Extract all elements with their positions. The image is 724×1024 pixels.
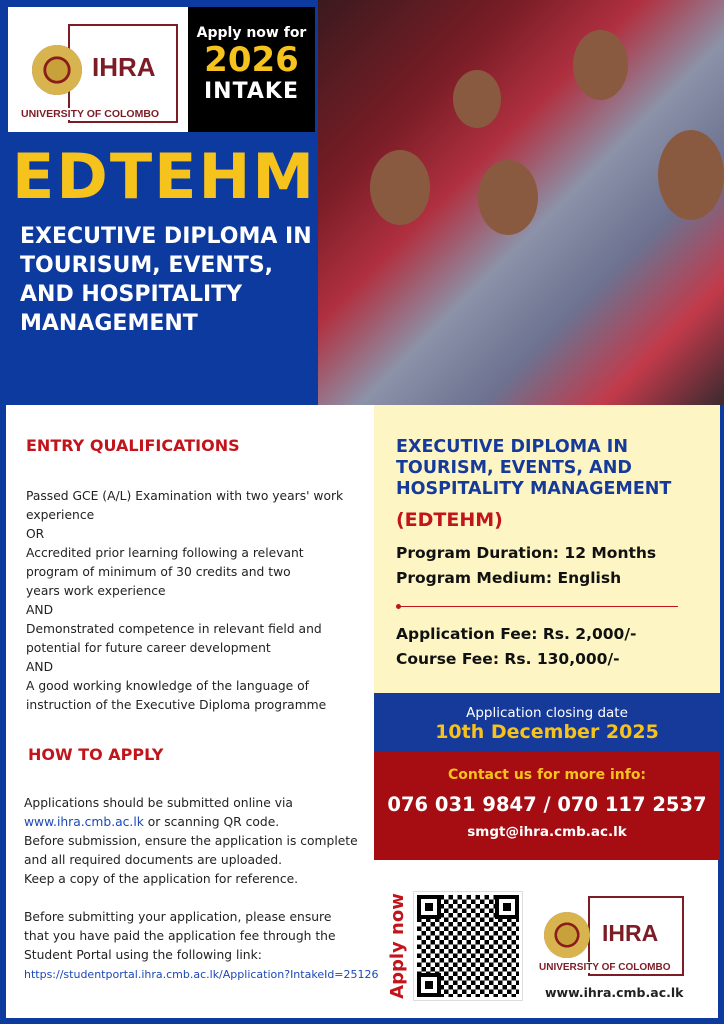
- program-full-name: EXECUTIVE DIPLOMA IN TOURISUM, EVENTS, AND HOSPITALITY MANAGEMENT: [20, 224, 312, 336]
- course-fee: Course Fee: Rs. 130,000/-: [396, 650, 620, 668]
- entry-line: OR: [26, 527, 45, 541]
- entry-line: years work experience: [26, 584, 166, 598]
- info-code: (EDTEHM): [396, 509, 503, 531]
- contact-email: smgt@ihra.cmb.ac.lk: [467, 824, 627, 840]
- entry-line: AND: [26, 603, 54, 617]
- portal-link[interactable]: https://studentportal.ihra.cmb.ac.lk/Application?IntakeId=25126: [24, 968, 379, 981]
- how-line: Keep a copy of the application for reference.: [24, 872, 299, 886]
- logo-name: IHRA: [602, 920, 659, 946]
- how-line: and all required documents are uploaded.: [24, 853, 283, 867]
- apply-year: 2026: [204, 40, 299, 80]
- ihra-logo: [8, 7, 188, 132]
- how-line: Student Portal using the following link:: [24, 948, 262, 962]
- how-title: HOW TO APPLY: [28, 745, 164, 764]
- entry-line: experience: [26, 508, 95, 522]
- divider: [398, 606, 678, 607]
- program-code: EDTEHM: [12, 140, 317, 213]
- how-line: Applications should be submitted online via: [24, 796, 293, 810]
- logo-university: UNIVERSITY OF COLOMBO: [18, 108, 162, 120]
- apply-line: Apply now for: [196, 25, 307, 41]
- qr-code[interactable]: [414, 892, 522, 1000]
- entry-line: Accredited prior learning following a relevant: [26, 546, 304, 560]
- entry-line: instruction of the Executive Diploma programme: [26, 698, 327, 712]
- website-link[interactable]: www.ihra.cmb.ac.lk: [24, 815, 144, 829]
- logo-name: IHRA: [92, 52, 156, 82]
- info-title: [396, 437, 671, 500]
- entry-title: ENTRY QUALIFICATIONS: [26, 436, 240, 455]
- contact-phones: 076 031 9847 / 070 117 2537: [387, 793, 707, 816]
- how-line: that you have paid the application fee through the: [24, 929, 336, 943]
- how-line: or scanning QR code.: [143, 815, 280, 829]
- apply-intake: INTAKE: [204, 79, 299, 104]
- entry-line: Passed GCE (A/L) Examination with two years' work: [26, 489, 344, 503]
- footer-ihra-logo: [530, 890, 690, 980]
- entry-line: program of minimum of 30 credits and two: [26, 565, 291, 579]
- closing-date: 10th December 2025: [435, 721, 659, 743]
- program-medium: Program Medium: English: [396, 569, 622, 587]
- footer-website[interactable]: www.ihra.cmb.ac.lk: [545, 985, 684, 1000]
- graduates-photo: [318, 0, 724, 405]
- contact-box: [374, 752, 720, 860]
- entry-line: Demonstrated competence in relevant field and: [26, 622, 322, 636]
- entry-line: AND: [26, 660, 54, 674]
- university-seal-icon: [544, 912, 590, 958]
- program-duration: Program Duration: 12 Months: [396, 544, 657, 562]
- university-seal-icon: [32, 45, 82, 95]
- how-line: Before submission, ensure the application is complete: [24, 834, 358, 848]
- entry-qualifications: [26, 487, 343, 715]
- apply-badge: [188, 7, 315, 132]
- application-fee: Application Fee: Rs. 2,000/-: [396, 625, 637, 643]
- how-line: Before submitting your application, please ensure: [24, 910, 332, 924]
- entry-line: potential for future career development: [26, 641, 271, 655]
- info-title-line: TOURISM, EVENTS, AND: [396, 458, 632, 478]
- entry-line: A good working knowledge of the language of: [26, 679, 309, 693]
- info-title-line: EXECUTIVE DIPLOMA IN: [396, 437, 628, 457]
- how-to-apply-text: [24, 794, 379, 984]
- closing-label: Application closing date: [466, 705, 628, 721]
- contact-label: Contact us for more info:: [447, 767, 647, 783]
- logo-university: UNIVERSITY OF COLOMBO: [536, 962, 674, 973]
- info-title-line: HOSPITALITY MANAGEMENT: [396, 479, 672, 499]
- apply-now-label: Apply now: [387, 893, 408, 999]
- program-info-box: [374, 405, 720, 693]
- closing-date-box: [374, 693, 720, 752]
